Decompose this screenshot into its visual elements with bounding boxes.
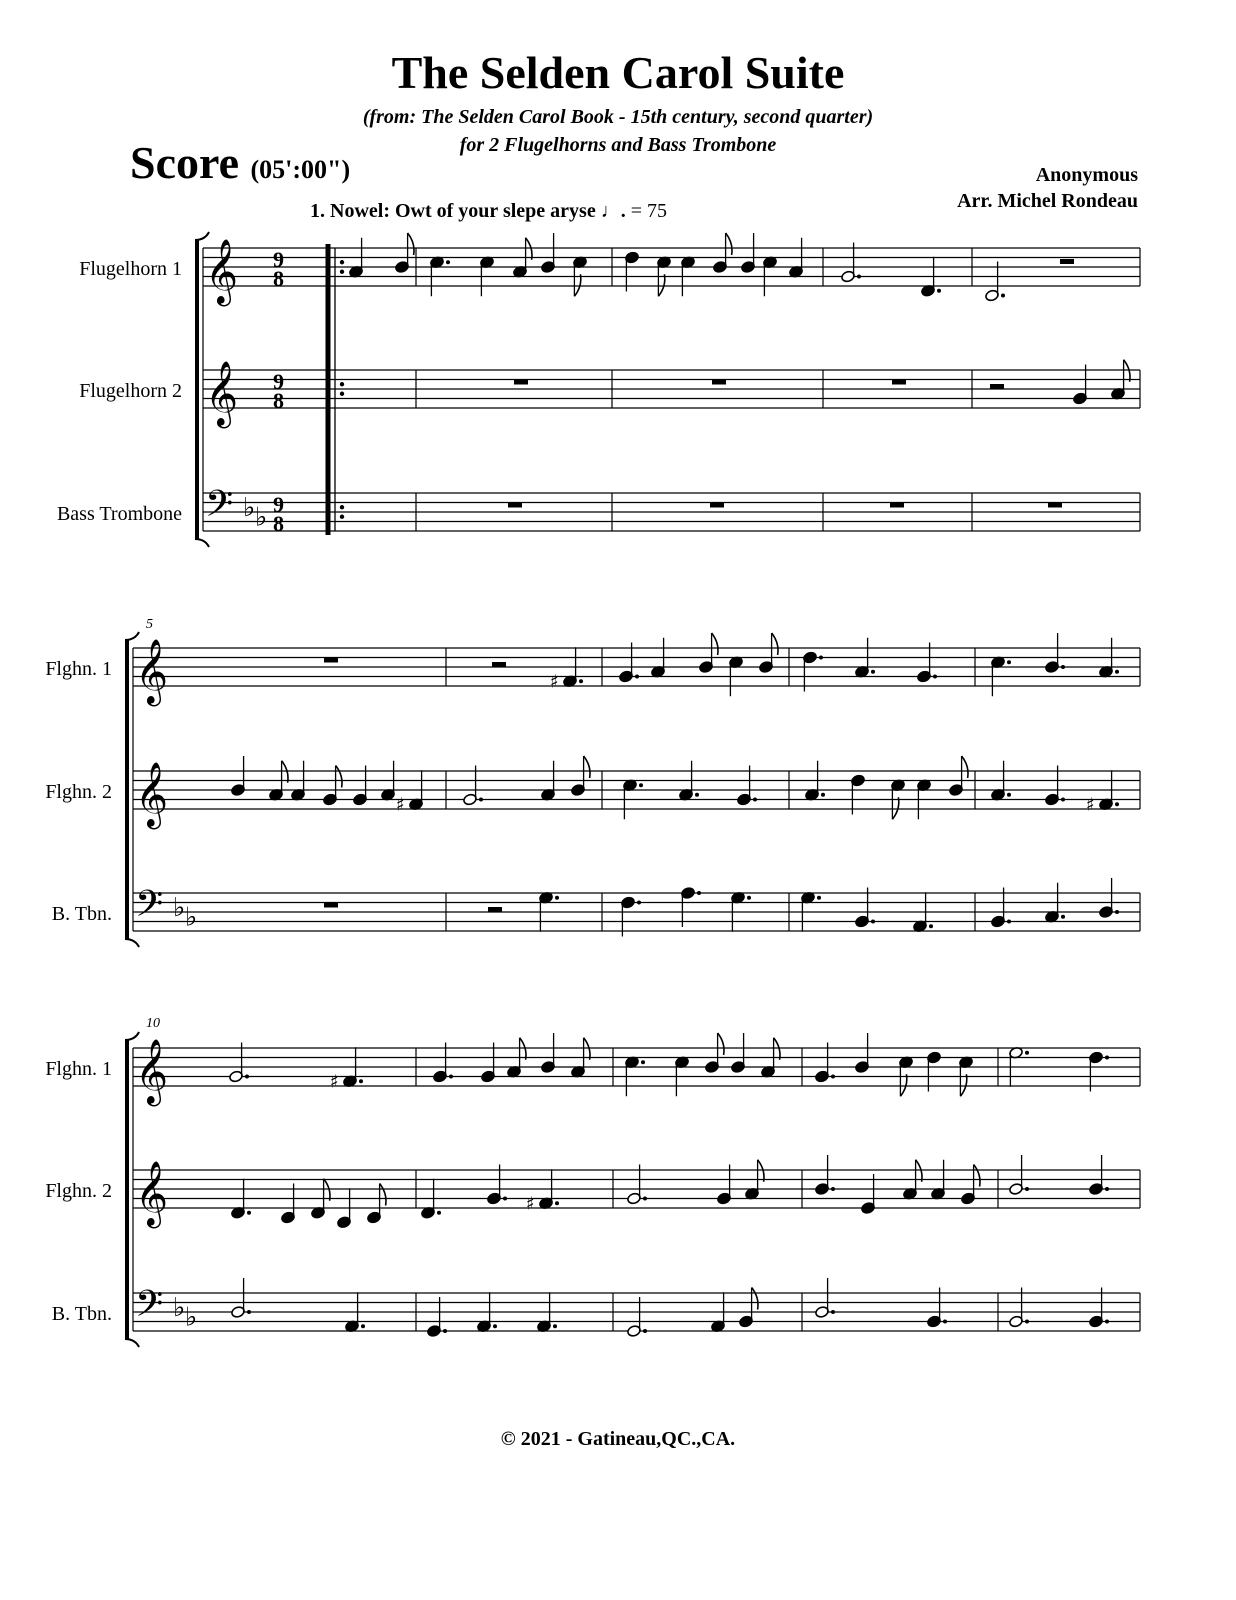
note-flag [574, 274, 580, 296]
augmentation-dot [553, 1324, 557, 1328]
staff-label-flghn-2: Flghn. 2 [45, 781, 112, 803]
augmentation-dot [361, 1324, 365, 1328]
note-flag [726, 233, 732, 255]
note-flag [772, 633, 778, 655]
arranger-credit: Arr. Michel Rondeau [957, 190, 1138, 212]
repeat-dot [340, 270, 344, 274]
score-subtitle-source: (from: The Selden Carol Book - 15th century, second quarter) [362, 106, 874, 128]
repeat-dot [340, 392, 344, 396]
augmentation-dot [247, 1310, 251, 1314]
augmentation-dot [821, 793, 825, 797]
sharp-icon: ♯ [396, 794, 405, 816]
augmentation-dot [817, 896, 821, 900]
note-flag [408, 233, 414, 255]
augmentation-dot [831, 1187, 835, 1191]
augmentation-dot [579, 679, 583, 683]
augmentation-dot [1115, 802, 1119, 806]
sharp-icon: ♯ [330, 1071, 339, 1093]
augmentation-dot [637, 901, 641, 905]
half-rest [1060, 259, 1074, 264]
flat-icon: ♭ [243, 493, 256, 523]
note-flag [892, 797, 898, 819]
bracket-bottom-hook [125, 939, 139, 947]
composer-credit: Anonymous [1035, 164, 1138, 186]
whole-rest [508, 503, 522, 508]
note-flag [520, 1038, 526, 1060]
treble-clef-icon: 𝄞 [205, 239, 239, 304]
augmentation-dot [446, 260, 450, 264]
treble-clef-icon: 𝄞 [135, 639, 169, 704]
note-flag [526, 238, 532, 260]
augmentation-dot [753, 798, 757, 802]
augmentation-dot [1007, 660, 1011, 664]
augmentation-dot [747, 896, 751, 900]
augmentation-dot [555, 896, 559, 900]
augmentation-dot [819, 656, 823, 660]
whole-rest [890, 503, 904, 508]
time-signature-denominator: 8 [273, 388, 284, 413]
treble-clef-icon: 𝄞 [135, 1039, 169, 1104]
flat-icon: ♭ [173, 1293, 186, 1323]
bass-clef-icon: 𝄢 [135, 1283, 164, 1334]
measure-number: 10 [146, 1016, 160, 1031]
time-signature-numerator: 9 [273, 492, 284, 517]
augmentation-dot [1105, 1056, 1109, 1060]
repeat-dot [340, 505, 344, 509]
augmentation-dot [555, 1201, 559, 1205]
half-rest [990, 384, 1004, 389]
note-flag [752, 1288, 758, 1310]
half-rest [488, 907, 502, 912]
staff-label-b-tbn: B. Tbn. [51, 1303, 112, 1325]
flat-icon: ♭ [173, 893, 186, 923]
flat-icon: ♭ [185, 1302, 198, 1333]
repeat-dot [340, 382, 344, 386]
augmentation-dot [831, 1310, 835, 1314]
whole-rest [324, 903, 338, 908]
augmentation-dot [1025, 1051, 1029, 1055]
augmentation-dot [697, 891, 701, 895]
note-flag [962, 756, 968, 778]
time-signature-numerator: 9 [273, 247, 284, 272]
half-rest [492, 662, 506, 667]
note-flag [584, 1038, 590, 1060]
note-flag [1124, 360, 1130, 382]
staff-label-flghn-1: Flghn. 1 [45, 1058, 112, 1080]
note-flag [584, 756, 590, 778]
augmentation-dot [1061, 915, 1065, 919]
bracket-bottom-hook [125, 1339, 139, 1347]
note-flag [960, 1074, 966, 1096]
sharp-icon: ♯ [550, 671, 559, 693]
staff-label-b-tbn: B. Tbn. [51, 903, 112, 925]
augmentation-dot [479, 798, 483, 802]
augmentation-dot [871, 920, 875, 924]
flat-icon: ♭ [255, 502, 268, 533]
time-signature-denominator: 8 [273, 266, 284, 291]
augmentation-dot [1007, 920, 1011, 924]
augmentation-dot [1105, 1187, 1109, 1191]
augmentation-dot [929, 924, 933, 928]
augmentation-dot [503, 1197, 507, 1201]
staff-label-bass-trombone: Bass Trombone [56, 503, 182, 525]
augmentation-dot [695, 793, 699, 797]
whole-rest [892, 380, 906, 385]
augmentation-dot [1061, 665, 1065, 669]
augmentation-dot [437, 1211, 441, 1215]
note-flag [324, 1179, 330, 1201]
sharp-icon: ♯ [1086, 794, 1095, 816]
augmentation-dot [943, 1320, 947, 1324]
score-subtitle-instrumentation: for 2 Flugelhorns and Bass Trombone [459, 134, 777, 156]
augmentation-dot [1115, 670, 1119, 674]
treble-clef-icon: 𝄞 [135, 1161, 169, 1226]
augmentation-dot [933, 675, 937, 679]
augmentation-dot [639, 783, 643, 787]
flat-icon: ♭ [185, 902, 198, 933]
measure-number: 5 [146, 617, 153, 632]
note-flag [916, 1160, 922, 1182]
whole-rest [324, 658, 338, 663]
note-flag [974, 1165, 980, 1187]
tempo-marking: = 75 [630, 200, 667, 222]
score-duration: (05':00") [250, 155, 351, 184]
augmentation-dot [1115, 910, 1119, 914]
augmentation-dot [443, 1329, 447, 1333]
note-flag [758, 1160, 764, 1182]
augmentation-dot [1025, 1320, 1029, 1324]
augmentation-dot [635, 675, 639, 679]
staff-label-flugelhorn-1: Flugelhorn 1 [79, 258, 182, 280]
whole-rest [710, 503, 724, 508]
bass-clef-icon: 𝄢 [205, 483, 234, 534]
note-flag [900, 1074, 906, 1096]
bass-clef-icon: 𝄢 [135, 883, 164, 934]
note-flag [774, 1038, 780, 1060]
repeat-dot [340, 515, 344, 519]
augmentation-dot [245, 1075, 249, 1079]
quarter-dotted-note-icon: ♩. [600, 200, 626, 222]
augmentation-dot [937, 289, 941, 293]
time-signature-numerator: 9 [273, 369, 284, 394]
note-flag [282, 761, 288, 783]
time-signature-denominator: 8 [273, 511, 284, 536]
augmentation-dot [831, 1075, 835, 1079]
note-flag [718, 1033, 724, 1055]
staff-label-flghn-2: Flghn. 2 [45, 1180, 112, 1202]
bracket-bottom-hook [195, 539, 209, 547]
augmentation-dot [493, 1324, 497, 1328]
whole-rest [514, 380, 528, 385]
movement-title: 1. Nowel: Owt of your slepe aryse [310, 200, 596, 222]
score-title: The Selden Carol Suite [391, 47, 845, 98]
augmentation-dot [641, 1060, 645, 1064]
augmentation-dot [359, 1079, 363, 1083]
note-flag [380, 1184, 386, 1206]
augmentation-dot [643, 1197, 647, 1201]
augmentation-dot [1105, 1320, 1109, 1324]
sharp-icon: ♯ [526, 1193, 535, 1215]
augmentation-dot [1025, 1187, 1029, 1191]
whole-rest [712, 380, 726, 385]
staff-label-flugelhorn-2: Flugelhorn 2 [79, 380, 182, 402]
note-flag [336, 766, 342, 788]
augmentation-dot [449, 1075, 453, 1079]
augmentation-dot [871, 670, 875, 674]
whole-rest [1048, 503, 1062, 508]
staff-label-flghn-1: Flghn. 1 [45, 658, 112, 680]
augmentation-dot [1061, 798, 1065, 802]
augmentation-dot [1001, 294, 1005, 298]
treble-clef-icon: 𝄞 [205, 361, 239, 426]
repeat-dot [340, 260, 344, 264]
augmentation-dot [247, 1211, 251, 1215]
treble-clef-icon: 𝄞 [135, 762, 169, 827]
note-flag [712, 633, 718, 655]
augmentation-dot [1007, 793, 1011, 797]
augmentation-dot [643, 1329, 647, 1333]
note-flag [658, 274, 664, 296]
copyright-footer: © 2021 - Gatineau,QC.,CA. [500, 1428, 736, 1450]
augmentation-dot [857, 275, 861, 279]
score-label: Score [130, 137, 240, 188]
